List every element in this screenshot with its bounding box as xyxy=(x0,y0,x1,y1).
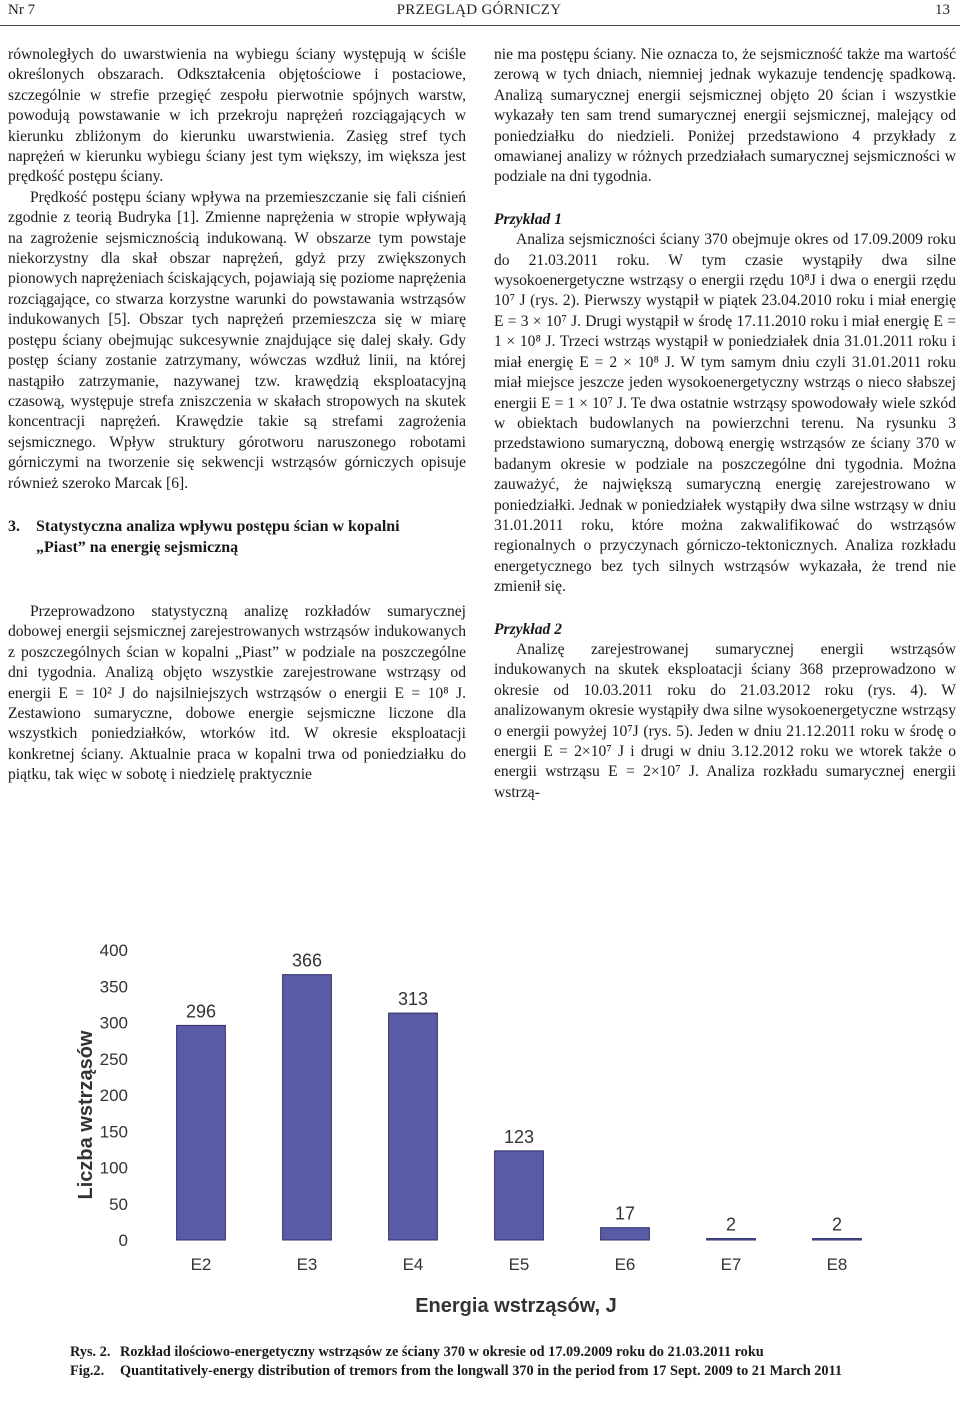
y-tick-label: 150 xyxy=(99,1122,128,1142)
data-label: 17 xyxy=(614,1203,636,1224)
example-heading: Przykład 1 xyxy=(494,210,563,228)
x-tick-label: E8 xyxy=(826,1255,848,1274)
section-title-line1: Statystyczna analiza wpływu postępu ścian w kopalni xyxy=(36,517,400,535)
paragraph: Analizę zarejestrowanej sumarycznej energii wstrząsów indukowanych na skutek eksploatacji ściany 368 przeprowadzono w okresie od 10.03.2011 roku do 21.03.2012 roku (rys. 4). W analizowanym okresie wystąpiły dwa silne wysokoenergetyczne wstrząsy o energii powyżej 10⁷J (rys. 5). Jeden w dniu 21.12.2011 roku w środę o energii E = 2×10⁷ J i drugi w dniu 3.12.2012 roku we wtorek także o energii wstrząsu E = 2×10⁷ J. Analiza rozkładu sumarycznej energii wstrzą- xyxy=(494,640,956,801)
y-tick-label: 350 xyxy=(99,977,128,997)
bar xyxy=(177,1025,226,1240)
x-tick-label: E4 xyxy=(402,1255,424,1274)
paragraph: równoległych do uwarstwienia na wybiegu ściany występują w ściśle określonych obszarach. Odkształcenia objętościowe i postaciowe, szczególnie w strefie przegięć zespołu pierwotnie spójnych warstw, powodują powstawanie w ich przekroju naprężeń rozciągających w kierunku zbliżonym do kierunku uwarstwienia. Zasięg stref tych naprężeń w kierunku wybiegu ściany jest tym większy, im większa jest prędkość postępu ściany. xyxy=(8,46,466,186)
journal-title: PRZEGLĄD GÓRNICZY xyxy=(396,2,562,18)
chart-svg xyxy=(0,930,960,1330)
y-tick-label: 400 xyxy=(99,941,128,960)
caption-label-pl: Rys. 2. xyxy=(70,1344,111,1360)
section-title-line2: „Piast” na energię sejsmiczną xyxy=(36,538,239,556)
issue-number: Nr 7 xyxy=(8,2,36,18)
figure-bar-chart xyxy=(0,930,960,1330)
x-axis-label: Energia wstrząsów, J xyxy=(415,1295,617,1317)
caption-label-en: Fig.2. xyxy=(70,1363,105,1379)
data-label: 313 xyxy=(397,989,429,1010)
paragraph: Prędkość postępu ściany wpływa na przemieszczanie się fali ciśnień zgodnie z teorią Budryka [1]. Zmienne naprężenia w stropie wpływają na zagrożenie sejsmicznością indukowaną. W obszarze tym powstaje niekorzystny dla skał obszar naprężeń, gdyż przy zwiększonych pionowych naprężeniach ściskających, pojawiają się poziome naprężenia rozciągające, co stwarza korzystne warunki do powstawania wstrząsów indukowanych [5]. Obszar tych naprężeń przemieszcza się w miarę postępu ściany obejmując sukcesywnie znajdujące się dalej skały. Gdy postęp ściany zostanie zatrzymany, wówczas wzdłuż linii, na której nastąpiło zatrzymanie, nazywanej tzw. krawędzią eksploatacyjną czasową, występuje strefa zniszczenia w skałach stropowych na skutek koncentracji naprężeń. Krawędzie takie są strefami zagrożenia sejsmicznego. Wpływ struktury górotworu naruszonego robotami górniczymi na tworzenie się sekwencji wstrząsów górniczych opisuje również szeroko Marcak [6]. xyxy=(8,188,466,492)
caption-text-en: Quantitatively-energy distribution of tremors from the longwall 370 in the period from 17 Sept. 2009 to 21 March 2011 xyxy=(120,1363,843,1379)
section-number: 3. xyxy=(8,517,20,535)
left-column xyxy=(8,45,466,786)
y-tick-label: 50 xyxy=(109,1194,128,1214)
y-axis-label: Liczba wstrząsów xyxy=(75,1030,97,1200)
x-tick-label: E2 xyxy=(190,1255,212,1274)
bar xyxy=(495,1151,544,1240)
data-label: 296 xyxy=(185,1001,217,1022)
example-heading: Przykład 2 xyxy=(494,620,563,638)
x-tick-label: E6 xyxy=(614,1255,636,1274)
paragraph: Przeprowadzono statystyczną analizę rozkładów sumarycznej dobowej energii sejsmicznej zarejestrowanych wstrząsów indukowanych z poszczególnych ścian w kopalni „Piast” w podziale na poszczególne dni tygodnia. Analizą objęto wszystkie zarejestrowane wstrząsy od energii E = 10² J do najsilniejszych wstrząsów o energii E = 10⁸ J. Zestawiono sumaryczne, dobowe energie sejsmiczne liczone dla wszystkich poniedziałków, wtorków itd. W okresie eksploatacji konkretnej ściany. Aktualnie praca w kopalni trwa od poniedziałku do piątku, tak więc w sobotę i niedzielę praktycznie xyxy=(8,602,466,784)
data-label: 2 xyxy=(831,1214,843,1235)
section-heading xyxy=(8,516,466,558)
caption-text-pl: Rozkład ilościowo-energetyczny wstrząsów ze ściany 370 w okresie od 17.09.2009 roku do 21.03.2011 roku xyxy=(120,1344,764,1360)
bar xyxy=(283,975,332,1240)
x-tick-label: E3 xyxy=(296,1255,318,1274)
page-header xyxy=(8,2,950,22)
y-tick-label: 250 xyxy=(99,1049,128,1069)
bar xyxy=(389,1013,438,1240)
bar xyxy=(707,1239,756,1240)
paragraph: Analiza sejsmiczności ściany 370 obejmuje okres od 17.09.2009 roku do 21.03.2011 roku. W tym czasie wystąpiły dwa silne wysokoenergetyczne wstrząsy o energii rzędu 10⁸J i dwa o energii rzędu 10⁷ J (rys. 2). Pierwszy wystąpił w piątek 23.04.2010 roku i miał energię E = 3 × 10⁷ J. Drugi wystąpił w środę 17.11.2010 roku i miał energię E = 1 × 10⁸ J. Trzeci wstrząs wystąpił w poniedziałek dnia 31.01.2011 roku i miał energię E = 2 × 10⁸ J. W tym samym dniu czyli 31.01.2011 roku miał miejsce jeszcze jeden wysokoenergetyczny wstrząs o nieco słabszej energii E = 1 × 10⁷ J. Te dwa ostatnie wstrząsy spowodowały wiele szkód w obiektach budowlanych na powierzchni terenu. Na rysunku 3 przedstawiono sumaryczną, dobową energię wstrząsów ze ściany 370 w badanym okresie w podziale na poszczególne dni tygodnia. Można zauważyć, że największą sumaryczną energię zarejestrowano w poniedziałki. Jednak w poniedziałek wystąpiły dwa silne wstrząsy w dniu 31.01.2011 roku, które można zakwalifikować do wstrząsów regionalnych o przyczynach górniczo-tektonicznych. Analiza rozkładu energetycznego bez tych silnych wstrząsów wykazała, że trend nie zmienił się. xyxy=(494,231,956,596)
data-label: 123 xyxy=(503,1126,535,1147)
header-rule xyxy=(0,25,960,26)
paragraph: nie ma postępu ściany. Nie oznacza to, że sejsmiczność także ma wartość zerową w tych dniach, niemniej jednak wykazuje tendencję spadkową. Analizą sumarycznej energii sejsmicznej objęto 20 ścian i wszystkie wykazały ten sam trend sumarycznej energii sejsmicznej, malejący od poniedziałku do niedzieli. Poniżej przedstawiono 4 przykłady z omawianej analizy w różnych przedziałach sumarycznej sejsmiczności w podziale na dni tygodnia. xyxy=(494,46,956,186)
x-tick-label: E7 xyxy=(720,1255,742,1274)
y-tick-label: 200 xyxy=(99,1086,128,1105)
data-label: 366 xyxy=(291,950,323,971)
y-tick-label: 0 xyxy=(118,1231,128,1250)
y-tick-label: 100 xyxy=(99,1158,128,1178)
x-tick-label: E5 xyxy=(508,1255,530,1274)
right-column xyxy=(494,45,956,803)
figure-caption xyxy=(70,1343,950,1381)
bar xyxy=(601,1228,650,1240)
bar xyxy=(813,1239,862,1240)
data-label: 2 xyxy=(725,1214,737,1235)
page-number: 13 xyxy=(935,2,950,18)
y-tick-label: 300 xyxy=(99,1013,128,1033)
